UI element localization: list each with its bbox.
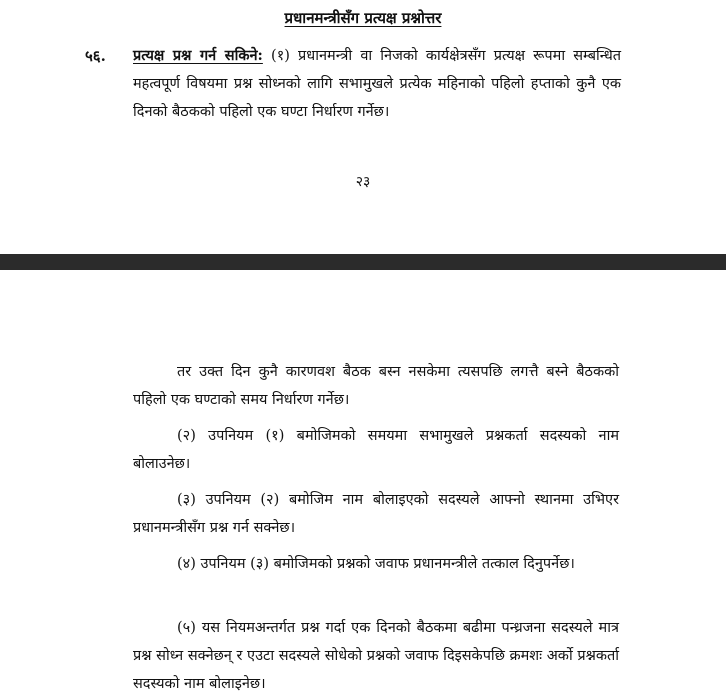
document-page-bottom: [0, 270, 726, 700]
section-heading: प्रधानमन्त्रीसँग प्रत्यक्ष प्रश्नोत्तर: [284, 9, 442, 27]
document-page-top: [0, 0, 726, 254]
paragraph-subrule-4: (४) उपनियम (३) बमोजिमको प्रश्नको जवाफ प्रधानमन्त्रीले तत्काल दिनुपर्नेछ।: [177, 556, 575, 572]
rule-text: (१) प्रधानमन्त्री वा निजको कार्यक्षेत्रसँग प्रत्यक्ष रूपमा सम्बन्धित महत्वपूर्ण विषयमा प्रश्न सोध्नको लागि सभामुखले प्रत्येक महिनाको पहिलो हप्ताको कुनै एक दिनको बैठकको पहिलो एक घण्टा निर्धारण गर्नेछ।: [133, 48, 622, 120]
page-number: २३: [355, 174, 371, 190]
rule-body: [133, 42, 621, 126]
paragraph-subrule-5: (५) यस नियमअन्तर्गत प्रश्न गर्दा एक दिनको बैठकमा बढीमा पन्ध्रजना सदस्यले मात्र प्रश्न सोध्न सक्नेछन् र एउटा सदस्यले सोधेको प्रश्नको जवाफ दिइसकेपछि क्रमशः अर्को प्रश्नकर्ता सदस्यको नाम बोलाइनेछ।: [133, 620, 619, 692]
paragraph-subrule-2: (२) उपनियम (१) बमोजिमको समयमा सभामुखले प्रश्नकर्ता सदस्यको नाम बोलाउनेछ।: [133, 428, 619, 472]
rule-title: प्रत्यक्ष प्रश्न गर्न सकिने:: [133, 47, 263, 64]
rule-number: ५६.: [85, 47, 106, 65]
page-separator: [0, 254, 726, 270]
paragraph-proviso: तर उक्त दिन कुनै कारणवश बैठक बस्न नसकेमा त्यसपछि लगत्तै बस्ने बैठकको पहिलो एक घण्टाको समय निर्धारण गर्नेछ।: [133, 364, 619, 408]
paragraph-subrule-3: (३) उपनियम (२) बमोजिम नाम बोलाइएको सदस्यले आफ्नो स्थानमा उभिएर प्रधानमन्त्रीसँग प्रश्न गर्न सक्नेछ।: [133, 492, 619, 536]
